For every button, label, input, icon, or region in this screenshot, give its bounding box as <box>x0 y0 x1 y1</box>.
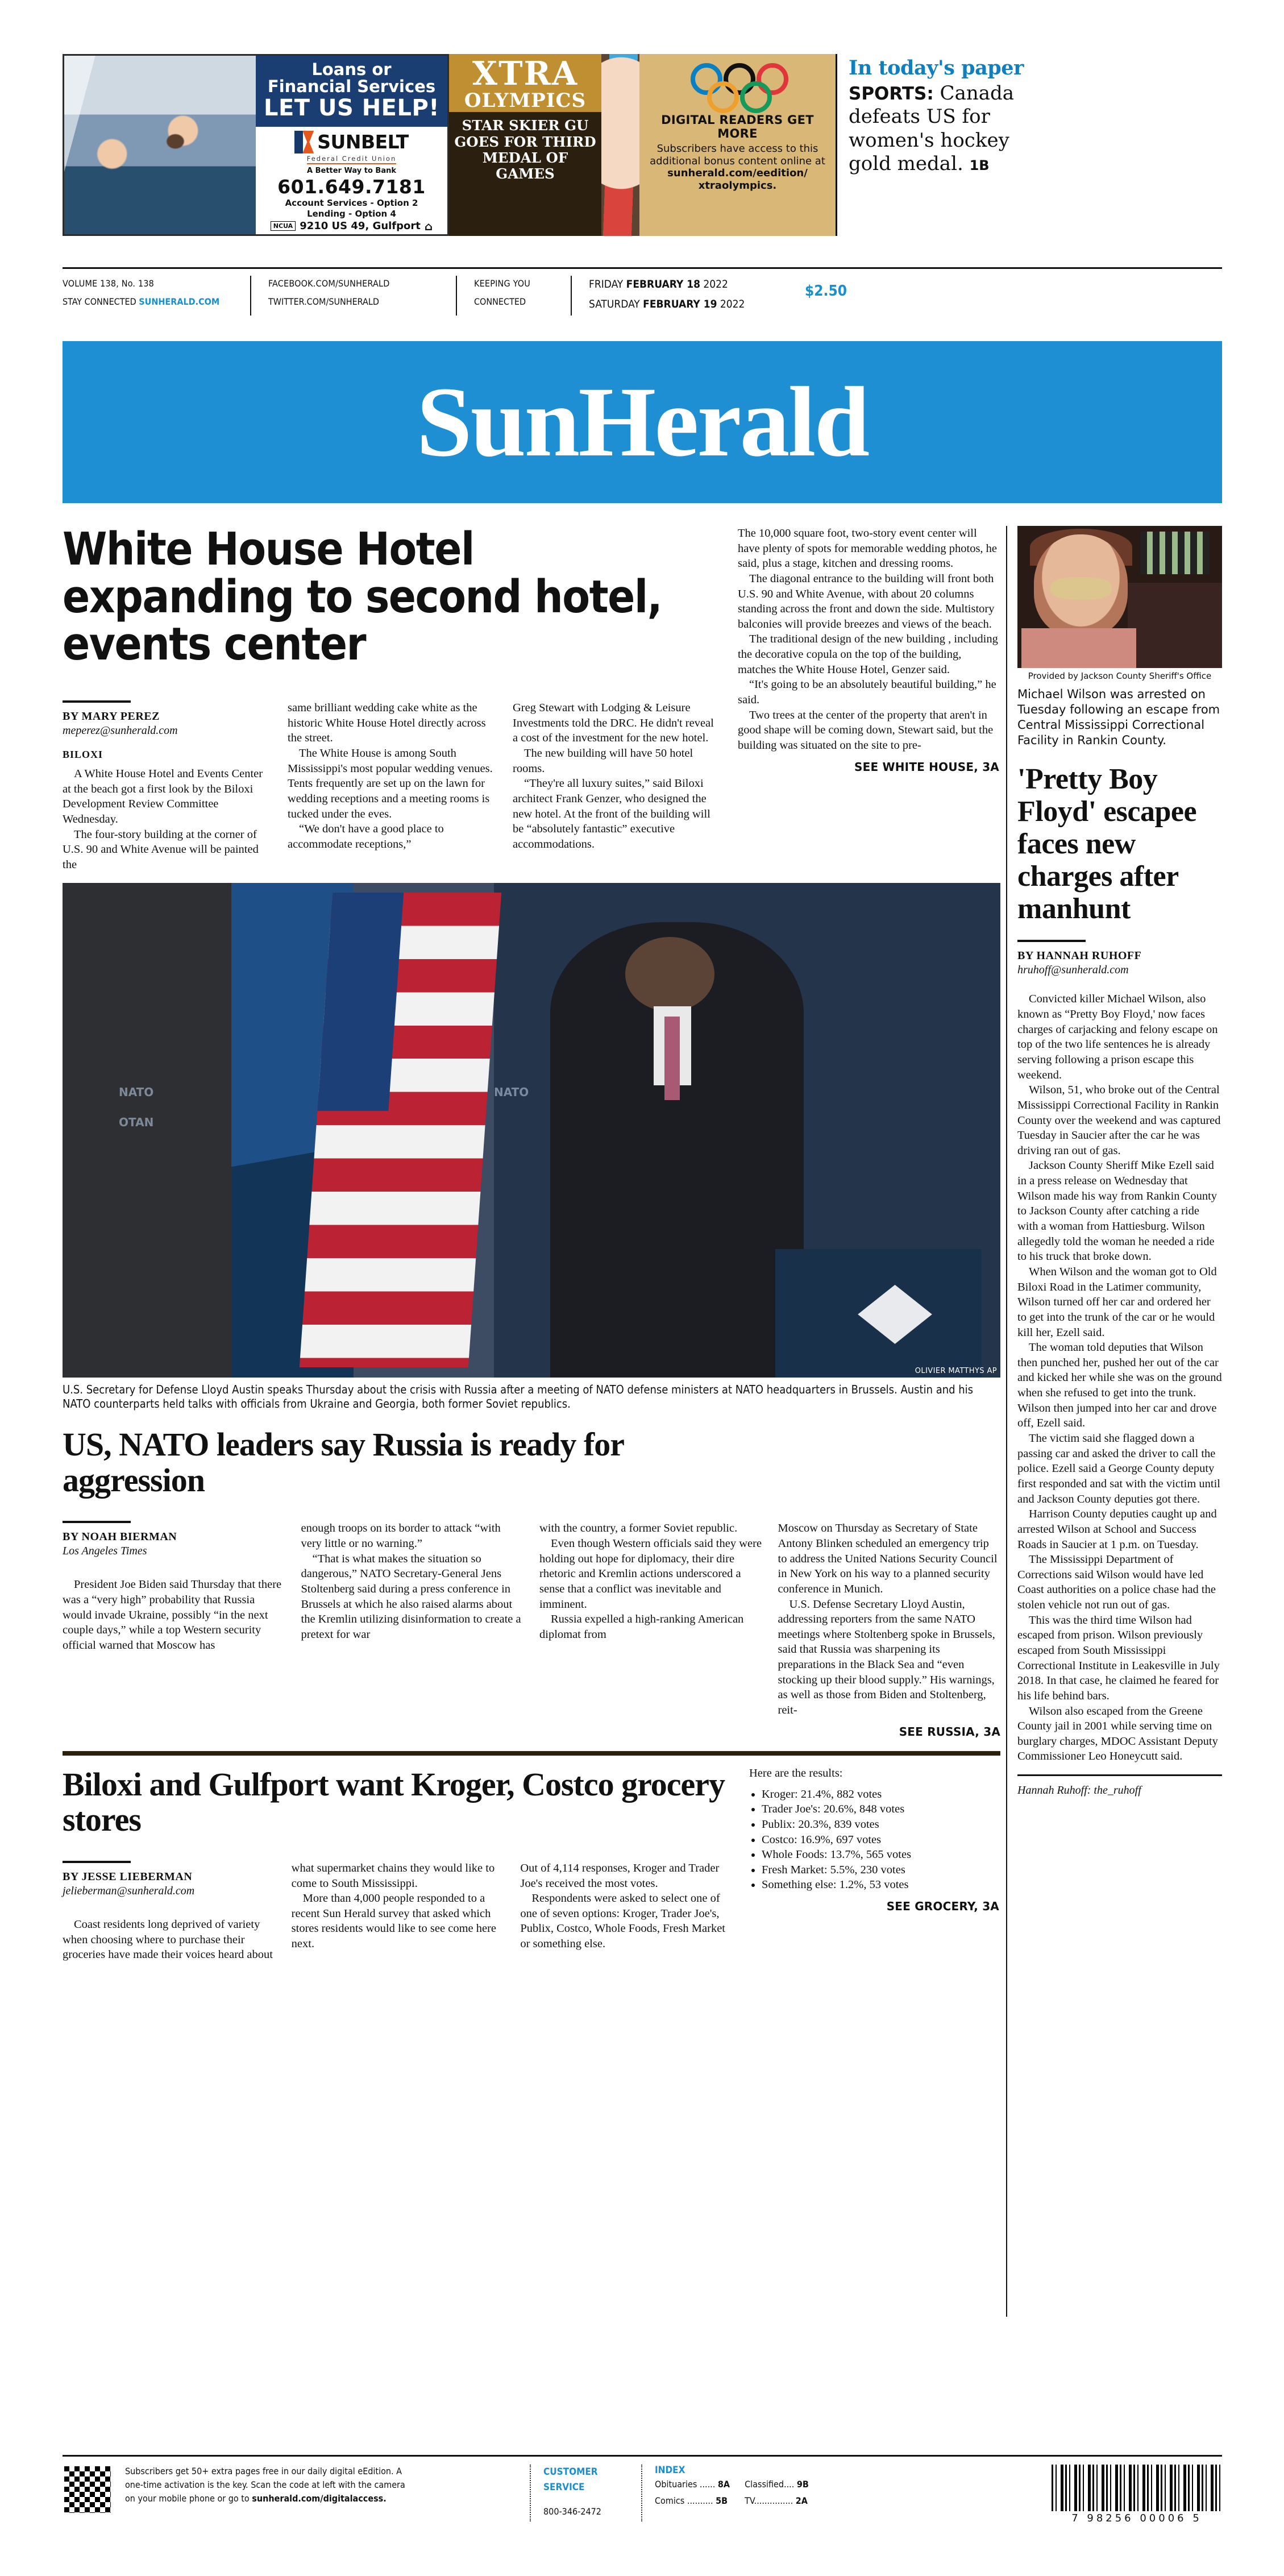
olympics-kicker: OLYMPICS <box>464 89 587 113</box>
russia-column-4 <box>778 1521 1001 1738</box>
footer-promo-line-3: on your mobile phone or go to <box>125 2493 252 2504</box>
olympic-rings-icon <box>644 60 831 112</box>
poll-intro: Here are the results: <box>749 1766 843 1779</box>
sunbelt-logo <box>258 131 445 154</box>
issue-price: $2.50 <box>805 283 847 300</box>
barcode-bars <box>1052 2465 1222 2511</box>
masthead <box>63 341 1222 503</box>
grocery-col2-p2: More than 4,000 people responded to a recent Sun Herald survey that asked which stores residents would like to see come here next. <box>291 1892 497 1951</box>
floyd-byline-email[interactable]: hruhoff@sunherald.com <box>1017 964 1129 977</box>
index-item-page: 2A <box>795 2495 808 2506</box>
top-divider-rule <box>63 267 1222 269</box>
grocery-story-jumpline[interactable]: SEE GROCERY, 3A <box>886 1899 999 1914</box>
lead-story-byline: BY MARY PEREZ <box>63 710 160 723</box>
todays-paper-page: 1B <box>969 157 990 174</box>
upc-barcode <box>1052 2465 1222 2524</box>
grocery-byline: BY JESSE LIEBERMAN <box>63 1870 193 1883</box>
digital-promo-body-1: Subscribers have access to this <box>656 143 818 155</box>
top-promo-strip <box>63 54 1222 236</box>
barcode-number: 7 98256 00006 5 <box>1071 2512 1202 2524</box>
customer-service-block <box>543 2465 629 2519</box>
index-item-name: TV............... <box>745 2495 793 2506</box>
facebook-handle[interactable]: FACEBOOK.COM/SUNHERALD <box>268 278 390 289</box>
poll-item: • Something else: 1.2%, 53 votes <box>762 1877 999 1893</box>
sunbelt-option-1: Account Services - Option 2 <box>285 197 418 208</box>
volume-number: VOLUME 138, No. 138 <box>63 278 155 289</box>
xtra-kicker: XTRA <box>472 55 579 93</box>
lead-col1-p1: A White House Hotel and Events Center at the beach got a first look by the Biloxi Development Review Committee Wednesday. <box>63 768 263 826</box>
floyd-p2: Wilson, 51, who broke out of the Central Mississippi Correctional Facility in Rankin County over the weekend and was captured Tuesday in Saucier after the car he was driving ran out of gas. <box>1017 1084 1221 1157</box>
issue-date-2: FEBRUARY 19 <box>643 298 717 310</box>
mugshot-photo-credit: Provided by Jackson County Sheriff's Office <box>1028 671 1212 681</box>
sunbelt-brand-subtitle: Federal Credit Union <box>307 155 397 164</box>
russia-col1-p1: President Joe Biden said Thursday that there was a “very high” probability that Russia would invade Ukraine, possibly “in the next couple days,” while a top Western security official warned that Moscow has <box>63 1578 282 1652</box>
footer-divider-rule <box>63 2455 1222 2457</box>
skier-medal-photo <box>601 54 639 236</box>
sunbelt-tagline: A Better Way to Bank <box>307 166 396 175</box>
russia-column-1 <box>63 1521 285 1738</box>
publication-info-bar <box>63 276 1222 327</box>
mugshot-caption: Michael Wilson was arrested on Tuesday following an escape from Central Mississippi Correctional Facility in Rankin County. <box>1017 687 1220 747</box>
grocery-byline-rule <box>63 1861 131 1863</box>
grocery-col3-p2: Respondents were asked to select one of one of seven options: Kroger, Trader Joe's, Publix, Costco, Whole Foods, Fresh Market or something else. <box>520 1892 725 1951</box>
index-item-name: Classified.... <box>745 2479 795 2490</box>
lead-col3-p3: “They're all luxury suites,” said Biloxi architect Frank Genzer, who designed the new hotel. At the front of the building will be “absolutely fantastic” executive accommodations. <box>513 777 710 851</box>
russia-column-3 <box>539 1521 762 1738</box>
customer-service-label-1: CUSTOMER <box>543 2466 598 2478</box>
index-heading: INDEX <box>655 2465 685 2476</box>
sunbelt-phone[interactable]: 601.649.7181 <box>277 175 426 198</box>
olympics-promo[interactable] <box>449 54 836 236</box>
lead-col3-p2: The new building will have 50 hotel rooms. <box>513 747 693 775</box>
customer-service-phone[interactable]: 800-346-2472 <box>543 2506 601 2517</box>
poll-item: • Kroger: 21.4%, 882 votes <box>762 1787 999 1802</box>
russia-byline-rule <box>63 1521 131 1523</box>
lead-story-column-1 <box>63 700 272 872</box>
footer-divider-2 <box>641 2465 642 2521</box>
sunbelt-ad-line2: Financial Services <box>267 76 436 96</box>
sunbelt-ad-banner <box>256 56 447 127</box>
twitter-handle[interactable]: TWITTER.COM/SUNHERALD <box>268 296 379 307</box>
digital-promo-body-2: additional bonus content online at <box>650 155 825 167</box>
nato-backdrop-text-2: OTAN <box>119 1115 154 1129</box>
nato-press-conference-photo <box>63 883 1000 1378</box>
footer-promo-line-2: one-time activation is the key. Scan the code at left with the camera <box>125 2479 405 2490</box>
index-item-page: 8A <box>717 2479 730 2490</box>
grocery-column-2 <box>292 1861 505 1963</box>
floyd-p9: This was the third time Wilson had escaped from prison. Wilson previously escaped from South Mississippi Correctional Institute in Leakesville in July 2018. In that case, he claimed he feared for his life behind bars. <box>1017 1613 1220 1702</box>
footer-divider-1 <box>530 2465 531 2521</box>
floyd-p1: Convicted killer Michael Wilson, also known as “Pretty Boy Floyd,' now faces charges of carjacking and felony escape on top of the two life sentences he is already serving following a prison escape this weekend. <box>1017 993 1218 1081</box>
lead-col2-p3: “We don't have a good place to accommodate receptions,” <box>288 823 444 851</box>
right-rail-divider <box>1006 526 1007 2317</box>
sunbelt-brand-name: SUNBELT <box>317 131 409 154</box>
grocery-col1-p1: Coast residents long deprived of variety when choosing where to purchase their groceries have made their voices heard about <box>63 1918 273 1961</box>
russia-col3-p3: Russia expelled a high-ranking American diplomat from <box>539 1613 744 1641</box>
floyd-byline: BY HANNAH RUHOFF <box>1017 949 1142 963</box>
sunbelt-option-2: Lending - Option 4 <box>307 208 396 219</box>
nato-backdrop-text-3: NATO <box>494 1085 529 1100</box>
digital-promo-heading: DIGITAL READERS GET MORE <box>661 113 814 140</box>
russia-story <box>63 1427 1000 1739</box>
lead-story-byline-email[interactable]: meperez@sunherald.com <box>63 724 178 737</box>
grocery-byline-email[interactable]: jelieberman@sunherald.com <box>63 1884 195 1897</box>
poll-item: • Fresh Market: 5.5%, 230 votes <box>762 1862 999 1878</box>
floyd-signoff: Hannah Ruhoff: the_ruhoff <box>1017 1784 1141 1797</box>
issue-year-2: 2022 <box>720 298 745 310</box>
digital-promo-url-2[interactable]: xtraolympics. <box>698 179 777 192</box>
lead-col2-p2: The White House is among South Mississippi's most popular wedding venues. Tents frequently are set up on the lawn for wedding receptions and a meeting rooms is tucked under the eves. <box>288 747 493 820</box>
footer-digital-access-url[interactable]: sunherald.com/digitalaccess. <box>252 2493 387 2504</box>
lead-col4-p3: The traditional design of the new building , including the decorative copula on the top of the building, matches the White House Hotel, Genzer said. <box>738 633 998 676</box>
nato-photo-credit: OLIVIER MATTHYS AP <box>915 1366 997 1375</box>
right-rail <box>1017 526 1222 1797</box>
issue-day-2: SATURDAY <box>589 298 640 310</box>
index-item-page: 5B <box>716 2495 728 2506</box>
index-item-page: 9B <box>796 2479 809 2490</box>
russia-story-jumpline[interactable]: SEE RUSSIA, 3A <box>899 1724 1000 1739</box>
masthead-logo: SunHerald <box>416 366 869 478</box>
russia-col2-p2: “That is what makes the situation so dangerous,” NATO Secretary-General Jens Stoltenberg said during a press conference in Brussels at which he also raised alarms about the Kremlin utilizing disinformation to create a pretext for war <box>301 1552 521 1641</box>
lead-story-jumpline[interactable]: SEE WHITE HOUSE, 3A <box>854 760 999 774</box>
sunbelt-ad-line1: Loans or <box>311 60 392 79</box>
russia-col3-p2: Even though Western officials said they were holding out hope for diplomacy, their dire rhetoric and Kremlin actions underscored a sense that a conflict was inevitable and imminent. <box>539 1537 762 1611</box>
russia-col4-p2: U.S. Defense Secretary Lloyd Austin, addressing reporters from the same NATO meetings where Stoltenberg spoke in Brussels, said that Russia was sharpening its preparations in the Black Sea and “even stocking up their blood supply.” His warnings, as well as those from Biden and Stoltenberg, reit- <box>778 1598 995 1716</box>
ncua-badge: NCUA <box>271 221 296 231</box>
index-item-name: Comics .......... <box>655 2495 713 2506</box>
floyd-p6: The victim said she flagged down a passing car and asked the driver to call the police. Ezell said a George County deputy first responded and sat with the victim until and Jackson County deputies got there. <box>1017 1432 1220 1505</box>
lead-col4-p5: Two trees at the center of the property that aren't in good shape will be coming down, Stewart said, but the building was situated on the site to pre- <box>738 708 994 752</box>
russia-col4-p1: Moscow on Thursday as Secretary of State Antony Blinken scheduled an emergency trip to address the United Nations Security Council in New York on his way to a planned security conference in Munich. <box>778 1522 998 1595</box>
keeping-you-line-2: CONNECTED <box>474 296 526 307</box>
in-todays-paper-heading: In today's paper <box>849 56 1024 80</box>
lead-story-column-3 <box>513 700 722 872</box>
issue-date-1: FEBRUARY 18 <box>626 278 700 291</box>
sunbelt-logo-icon <box>294 131 314 154</box>
olympics-promo-headline: STAR SKIER GU GOES FOR THIRD MEDAL OF GAMES <box>449 112 601 236</box>
stay-connected-label: STAY CONNECTED <box>63 296 136 307</box>
index-item-name: Obituaries ...... <box>655 2479 716 2490</box>
lead-col4-p2: The diagonal entrance to the building will front both U.S. 90 and White Avenue, with about 20 columns standing across the front and down the side. Multistory balconies will provide breezes and views of the beach. <box>738 572 995 630</box>
grocery-col3-p1: Out of 4,114 responses, Kroger and Trader Joe's received the most votes. <box>520 1861 720 1890</box>
floyd-story-headline[interactable]: 'Pretty Boy Floyd' escapee faces new charges after manhunt <box>1017 762 1197 926</box>
issue-day-1: FRIDAY <box>589 278 624 291</box>
lead-col2-p1: same brilliant wedding cake white as the historic White House Hotel directly across the street. <box>288 702 486 745</box>
lead-story-dateline: BILOXI <box>63 749 103 761</box>
floyd-p5: The woman told deputies that Wilson then punched her, pushed her out of the car and kicked her while she was on the ground when she refused to get into the trunk. Wilson then jumped into her car and drove off, Ezell said. <box>1017 1341 1222 1430</box>
todays-paper-section-label: SPORTS: <box>849 84 934 104</box>
equal-housing-lender-icon: ⌂ <box>424 219 433 233</box>
lead-story-column-2 <box>288 700 497 872</box>
floyd-p10: Wilson also escaped from the Greene County jail in 2001 while serving time on burglary charges, MDOC Assistant Deputy Commissioner Leo Honeycutt said. <box>1017 1704 1218 1763</box>
todays-paper-text: Canada defeats US for women's hockey gold medal. <box>849 82 1015 176</box>
lead-story-headline[interactable]: White House Hotel expanding to second hotel, events center <box>63 523 662 671</box>
floyd-p3: Jackson County Sheriff Mike Ezell said in a press release on Wednesday that Wilson made his way from Rankin County to Jackson County after catching a ride with a woman from Hattiesburg. Wilson allegedly told the woman he needed a ride to his truck that broke down. <box>1017 1159 1217 1263</box>
floyd-p7: Harrison County deputies caught up and arrested Wilson at School and Success Roads in Saucier at 1 p.m. on Tuesday. <box>1017 1508 1217 1551</box>
poll-item: • Publix: 20.3%, 839 votes <box>762 1817 999 1832</box>
info-divider-2 <box>456 276 457 316</box>
sunherald-url[interactable]: SUNHERALD.COM <box>139 296 220 307</box>
poll-item: • Trader Joe's: 20.6%, 848 votes <box>762 1802 999 1817</box>
couple-in-car-photo <box>64 56 256 234</box>
poll-item: • Costco: 16.9%, 697 votes <box>762 1832 999 1848</box>
main-content-rail <box>63 523 1000 1963</box>
floyd-p4: When Wilson and the woman got to Old Biloxi Road in the Latimer community, Wilson turned off her car and ordered her to get into the trunk of the car or he would kill her, Ezell said. <box>1017 1265 1217 1339</box>
index-block <box>655 2465 809 2512</box>
digital-readers-promo[interactable] <box>639 54 836 236</box>
nato-backdrop-text-1: NATO <box>119 1085 154 1100</box>
byline-rule <box>63 700 131 703</box>
poll-item: • Whole Foods: 13.7%, 565 votes <box>762 1847 999 1862</box>
poll-list <box>749 1787 999 1893</box>
russia-byline-source: Los Angeles Times <box>63 1545 147 1558</box>
section-divider-rule <box>63 1751 1000 1756</box>
sunbelt-address: 9210 US 49, Gulfport <box>300 220 421 233</box>
sunbelt-ad-line3: LET US HELP! <box>263 94 440 121</box>
russia-col2-p1: enough troops on its border to attack “with very little or no warning.” <box>301 1522 501 1550</box>
russia-col3-p1: with the country, a former Soviet republic. <box>539 1522 738 1535</box>
issue-year-1: 2022 <box>703 278 728 291</box>
customer-service-label-2: SERVICE <box>543 2482 585 2494</box>
lead-story <box>63 523 1000 873</box>
russia-column-2 <box>301 1521 524 1738</box>
keeping-you-line-1: KEEPING YOU <box>474 278 531 289</box>
info-divider-1 <box>250 276 251 316</box>
grocery-story <box>63 1767 1000 1963</box>
grocery-column-1 <box>63 1861 276 1963</box>
in-todays-paper-box <box>836 54 1026 236</box>
digital-promo-url-1[interactable]: sunherald.com/eedition/ <box>667 167 808 180</box>
grocery-col2-p1: what supermarket chains they would like to come to South Mississippi. <box>291 1861 495 1890</box>
lead-col4-p4: “It's going to be an absolutely beautiful building,” he said. <box>738 678 996 707</box>
grocery-story-headline[interactable]: Biloxi and Gulfport want Kroger, Costco grocery stores <box>63 1765 725 1839</box>
michael-wilson-mugshot-photo <box>1017 526 1222 668</box>
lead-col3-p1: Greg Stewart with Lodging & Leisure Investments told the DRC. He didn't reveal a cost of the investment for the new hotel. <box>513 702 714 745</box>
grocery-poll-results <box>749 1767 999 1963</box>
floyd-signoff-rule <box>1017 1774 1222 1776</box>
grocery-column-3 <box>520 1861 733 1963</box>
nato-photo-caption: U.S. Secretary for Defense Lloyd Austin speaks Thursday about the crisis with Russia after a meeting of NATO defense ministers at NATO headquarters in Brussels. Austin and his NATO counterparts held talks with officials from Ukraine and Georgia, both former Soviet republics. <box>63 1382 974 1411</box>
info-divider-3 <box>571 276 572 316</box>
lead-story-column-4 <box>738 526 999 873</box>
russia-byline: BY NOAH BIERMAN <box>63 1530 177 1544</box>
footer-promo-line-1: Subscribers get 50+ extra pages free in our daily digital eEdition. A <box>125 2466 402 2477</box>
page-footer <box>63 2465 1222 2538</box>
russia-story-headline[interactable]: US, NATO leaders say Russia is ready for aggression <box>63 1426 624 1499</box>
qr-code-icon[interactable] <box>63 2465 113 2515</box>
sunbelt-advertisement[interactable] <box>63 54 449 236</box>
floyd-p8: The Mississippi Department of Corrections said Wilson would have led Coast authorities on a police chase had the stolen vehicle not run out of gas. <box>1017 1553 1216 1612</box>
lead-col4-p1: The 10,000 square foot, two-story event center will have plenty of spots for memorable wedding photos, he said, plus a stage, kitchen and dressing rooms. <box>738 527 998 570</box>
floyd-byline-rule <box>1017 940 1086 942</box>
lead-col1-p2: The four-story building at the corner of U.S. 90 and White Avenue will be painted the <box>63 828 259 872</box>
